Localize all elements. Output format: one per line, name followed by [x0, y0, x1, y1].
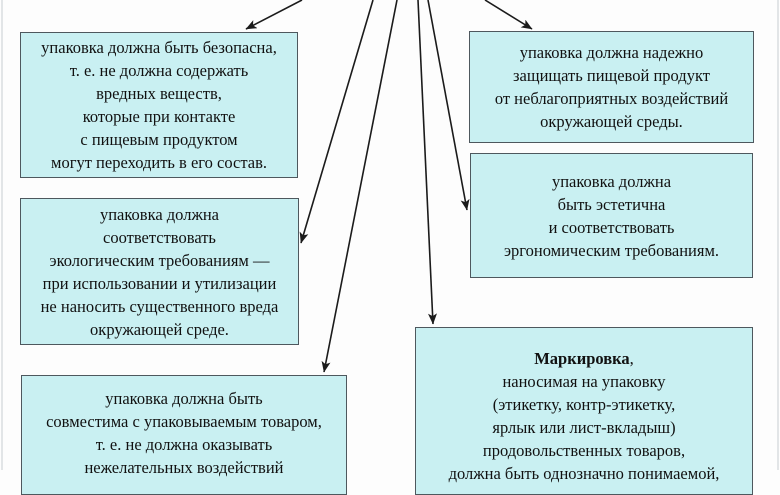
box-text-line: окружающей среде.	[90, 319, 229, 339]
box-text-line: при использовании и утилизации	[42, 273, 277, 293]
box-text-line: продовольственных товаров,	[482, 441, 686, 460]
box-text-line: окружающей среды.	[540, 112, 683, 131]
arrow-to-ecology	[301, 0, 373, 243]
requirement-box-ecology	[20, 198, 299, 345]
box-text-line: от неблагоприятных воздействий	[494, 89, 729, 108]
requirement-box-safety	[20, 32, 298, 178]
box-text-line: совместима с упаковываемым товаром,	[46, 412, 322, 431]
requirement-box-protection	[469, 31, 754, 143]
box-text-line: упаковка должна	[551, 171, 672, 191]
box-text-line: могут переходить в его состав.	[51, 153, 267, 172]
box-text-line: упаковка должна быть безопасна,	[41, 38, 277, 57]
box-text-line: упаковка должна быть	[105, 389, 263, 408]
box-text-line: (этикетку, контр-этикетку,	[492, 395, 676, 414]
page-edge-left	[1, 0, 3, 470]
arrow-to-protection	[485, 0, 532, 29]
box-text	[449, 347, 720, 485]
box-text-line: наносимая на упаковку	[502, 372, 666, 391]
box-text-line: которые при контакте	[82, 107, 236, 126]
box-text-line: эргономическим требованиям.	[503, 240, 720, 260]
box-text-line: упаковка должна надежно	[519, 43, 704, 62]
arrow-to-safety	[246, 0, 302, 29]
requirement-box-aesthetics	[470, 153, 753, 278]
box-text-line: экологическим требованиям —	[49, 250, 270, 270]
box-text-line: соответствовать	[103, 227, 216, 247]
box-text-line: ярлык или лист-вкладыш)	[492, 418, 676, 437]
box-text-line: должна быть однозначно понимаемой,	[448, 464, 720, 483]
box-text-line: быть эстетична	[557, 194, 666, 214]
box-text-line: с пищевым продуктом	[80, 130, 238, 149]
box-text	[495, 41, 728, 133]
box-text-line: Маркировка,	[534, 349, 634, 368]
box-text	[41, 36, 277, 174]
box-text-line: нежелательных воздействий	[84, 458, 284, 477]
box-text-line: вредных веществ,	[96, 84, 222, 103]
page-edge-right	[777, 0, 779, 470]
box-text-line: не наносить существенного вреда	[40, 296, 279, 316]
arrow-to-marking	[418, 0, 433, 324]
box-text	[504, 170, 719, 262]
box-text	[41, 203, 279, 341]
box-text	[46, 387, 322, 479]
box-text-line: т. е. не должна оказывать	[95, 435, 273, 454]
box-text-line: и соответствовать	[548, 217, 675, 237]
arrow-to-aesthetics	[428, 0, 467, 210]
arrow-to-compatibility	[324, 0, 397, 372]
box-text-line: т. е. не должна содержать	[69, 61, 249, 80]
requirement-box-compatibility	[21, 375, 347, 495]
box-text-line: защищать пищевой продукт	[513, 66, 710, 85]
box-text-line: упаковка должна	[99, 204, 220, 224]
